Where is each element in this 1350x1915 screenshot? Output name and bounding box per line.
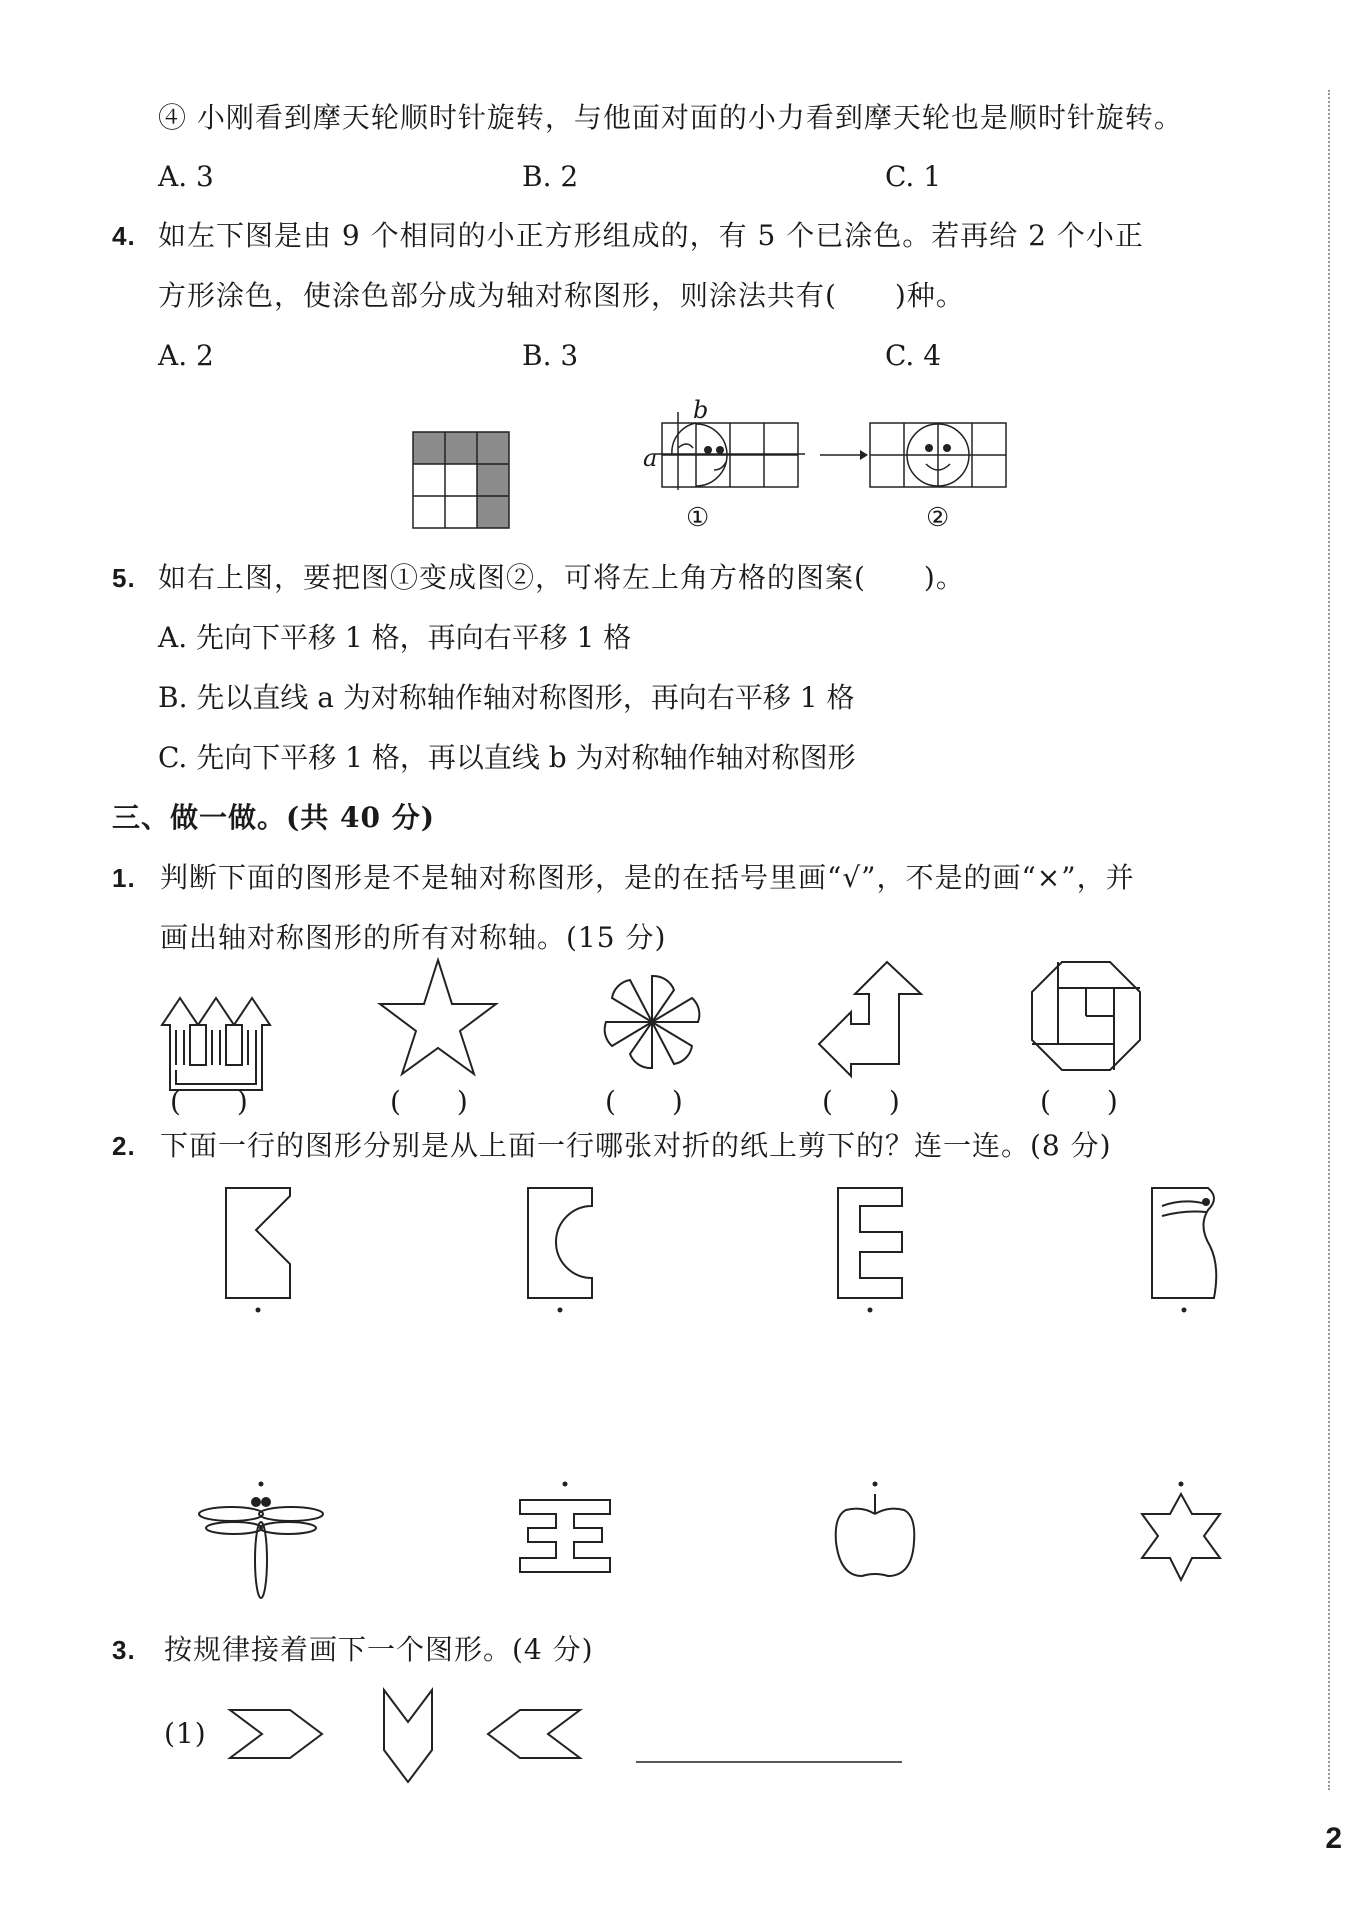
connect-dot — [1179, 1482, 1184, 1487]
label-a: a — [643, 444, 659, 472]
folded-paper-4 — [1148, 1186, 1220, 1316]
grid-cell-shaded — [413, 432, 445, 464]
grid-cell-shaded — [477, 496, 509, 528]
q4-number: 4. — [112, 221, 136, 251]
answer-paren-4[interactable]: ( ) — [822, 1085, 900, 1118]
octagon-squares-shape — [1030, 960, 1142, 1072]
q5-figure-2 — [868, 420, 1008, 490]
wang-character-shape — [518, 1480, 612, 1600]
q5-text: 如右上图，要把图①变成图②，可将左上角方格的图案( )。 — [158, 561, 965, 594]
s3q3-number: 3. — [112, 1635, 136, 1665]
q3-item4-text: ④ 小刚看到摩天轮顺时针旋转，与他面对面的小力看到摩天轮也是顺时针旋转。 — [158, 101, 1183, 134]
folded-paper-1 — [222, 1186, 294, 1316]
q4-line1: 如左下图是由 9 个相同的小正方形组成的，有 5 个已涂色。若再给 2 个小正 — [158, 219, 1144, 252]
q5-option-b: B. 先以直线 a 为对称轴作轴对称图形，再向右平移 1 格 — [158, 681, 855, 714]
s3q1-line1: 判断下面的图形是不是轴对称图形，是的在括号里画“√”，不是的画“×”，并 — [160, 861, 1135, 894]
folded-paper-2 — [524, 1186, 596, 1316]
label-b: b — [693, 396, 710, 424]
s3q2-number: 2. — [112, 1131, 136, 1161]
pattern-arrow-left — [484, 1706, 584, 1762]
q4-line2: 方形涂色，使涂色部分成为轴对称图形，则涂法共有( )种。 — [158, 279, 965, 312]
six-point-star-shape — [1136, 1480, 1226, 1600]
folded-paper-3 — [834, 1186, 906, 1316]
q4-grid-figure — [413, 432, 511, 530]
s3q3-text: 按规律接着画下一个图形。(4 分) — [164, 1633, 594, 1666]
answer-paren-5[interactable]: ( ) — [1040, 1085, 1118, 1118]
s3q3-sub1-label: (1) — [164, 1717, 207, 1750]
q3-option-b: B. 2 — [522, 160, 579, 193]
line-a — [655, 454, 815, 464]
page-number: 2 — [1325, 1822, 1342, 1855]
s3q1-line2: 画出轴对称图形的所有对称轴。(15 分) — [160, 921, 667, 954]
pinwheel-shape — [600, 970, 704, 1074]
connect-dot — [868, 1308, 873, 1313]
connect-dot — [563, 1482, 568, 1487]
q3-option-c: C. 1 — [885, 160, 942, 193]
apple-shape — [832, 1480, 918, 1600]
connect-dot — [256, 1308, 261, 1313]
connect-dot — [558, 1308, 563, 1313]
bent-arrow-shape — [815, 960, 925, 1078]
connect-dot — [873, 1482, 878, 1487]
answer-paren-3[interactable]: ( ) — [605, 1085, 683, 1118]
transform-arrow-icon — [820, 448, 870, 462]
answer-blank-line[interactable] — [636, 1760, 906, 1764]
q4-option-b: B. 3 — [522, 339, 579, 372]
s3q1-number: 1. — [112, 863, 136, 893]
pattern-arrow-right — [226, 1706, 326, 1762]
answer-paren-1[interactable]: ( ) — [170, 1085, 248, 1118]
q4-option-a: A. 2 — [158, 339, 214, 372]
q5-option-a: A. 先向下平移 1 格，再向右平移 1 格 — [158, 621, 632, 654]
grid-cell-shaded — [477, 432, 509, 464]
q4-option-c: C. 4 — [885, 339, 942, 372]
q5-option-c: C. 先向下平移 1 格，再以直线 b 为对称轴作轴对称图形 — [158, 741, 856, 774]
fig1-label: ① — [686, 503, 711, 533]
grid-cell-shaded — [477, 464, 509, 496]
grid-cell-shaded — [445, 432, 477, 464]
dragonfly-shape — [196, 1480, 326, 1600]
binding-edge-line — [1328, 90, 1330, 1790]
q3-option-a: A. 3 — [158, 160, 214, 193]
connect-dot — [259, 1482, 264, 1487]
answer-paren-2[interactable]: ( ) — [390, 1085, 468, 1118]
star-shape — [378, 958, 498, 1078]
pattern-arrow-down — [380, 1686, 436, 1786]
fig2-label: ② — [926, 503, 951, 533]
q5-number: 5. — [112, 563, 136, 593]
connect-dot — [1182, 1308, 1187, 1313]
section3-title: 三、做一做。(共 40 分) — [112, 801, 435, 834]
s3q2-text: 下面一行的图形分别是从上面一行哪张对折的纸上剪下的？连一连。(8 分) — [160, 1129, 1112, 1162]
